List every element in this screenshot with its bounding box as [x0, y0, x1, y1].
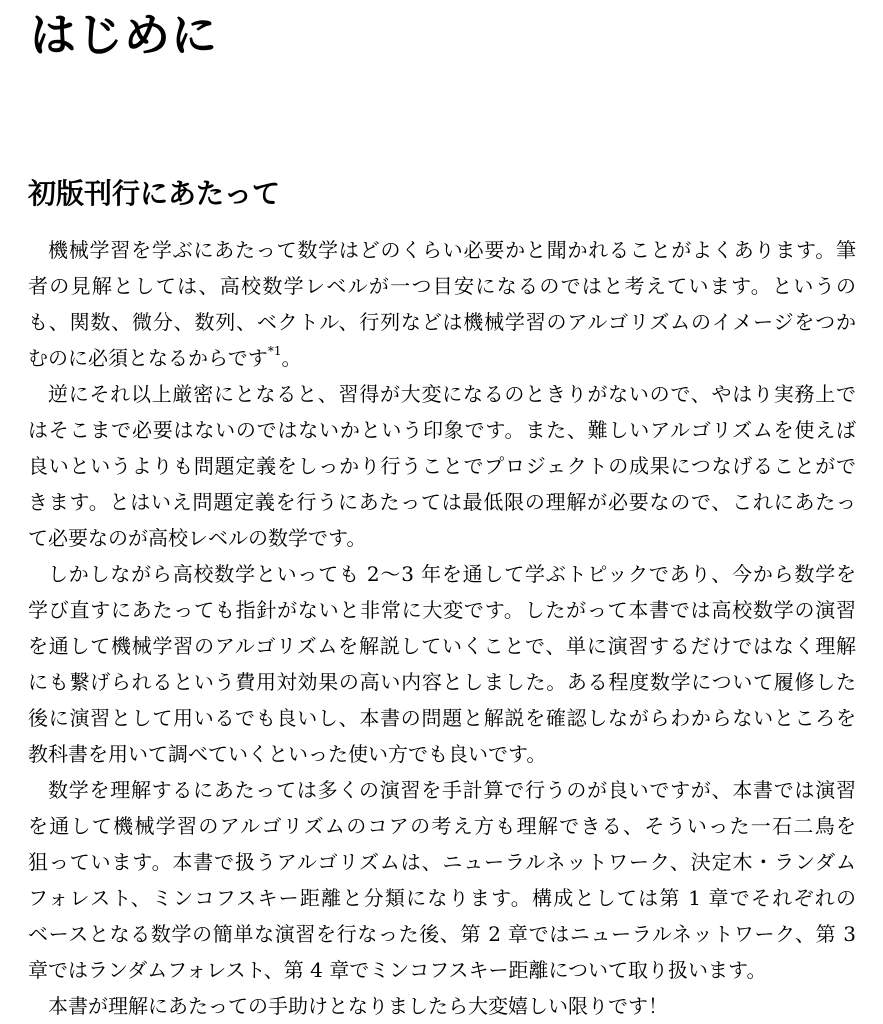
text-line: にも繋げられるという費用対効果の高い内容としました。ある程度数学について履修した — [28, 670, 856, 694]
text-line — [28, 340, 856, 376]
text-line: 逆にそれ以上厳密にとなると、習得が大変になるのときりがないので、やはり実務上で — [48, 382, 856, 406]
text-line: はそこまで必要はないのではないかという印象です。また、難しいアルゴリズムを使えば — [28, 418, 856, 442]
paragraph-1 — [28, 232, 856, 376]
paragraph-2 — [28, 376, 856, 556]
text-line: 機械学習を学ぶにあたって数学はどのくらい必要かと聞かれることがよくあります。筆 — [48, 238, 856, 262]
footnote-marker[interactable]: *1 — [267, 344, 282, 359]
paragraph-5 — [28, 988, 856, 1024]
chapter-title: はじめに — [30, 8, 218, 62]
text-line: ベースとなる数学の簡単な演習を行なった後、第 2 章ではニューラルネットワーク、第 3 — [28, 922, 856, 946]
text-line: も、関数、微分、数列、ベクトル、行列などは機械学習のアルゴリズムのイメージをつか — [28, 310, 856, 334]
body-text — [28, 232, 856, 1024]
sentence-ending: 。 — [281, 346, 302, 370]
text-line: フォレスト、ミンコフスキー距離と分類になります。構成としては第 1 章でそれぞれの — [28, 886, 856, 910]
text-line-content: むのに必須となるからです — [28, 346, 268, 370]
paragraph-4 — [28, 772, 856, 988]
text-line: 教科書を用いて調べていくといった使い方でも良いです。 — [28, 742, 547, 766]
text-line: きます。とはいえ問題定義を行うにあたっては最低限の理解が必要なので、これにあたっ — [28, 490, 856, 514]
section-title: 初版刊行にあたって — [28, 177, 281, 210]
text-line: 本書が理解にあたっての手助けとなりましたら大変嬉しい限りです！ — [48, 994, 668, 1018]
paragraph-3 — [28, 556, 856, 772]
text-line: 後に演習として用いるでも良いし、本書の問題と解説を確認しながらわからないところを — [28, 706, 856, 730]
text-line: 良いというよりも問題定義をしっかり行うことでプロジェクトの成果につなげることがで — [28, 454, 856, 478]
text-line: 者の見解としては、高校数学レベルが一つ目安になるのではと考えています。というの — [28, 274, 856, 298]
text-line: 数学を理解するにあたっては多くの演習を手計算で行うのが良いですが、本書では演習 — [48, 778, 856, 802]
text-line: て必要なのが高校レベルの数学です。 — [28, 526, 367, 550]
text-line: を通して機械学習のアルゴリズムを解説していくことで、単に演習するだけではなく理解 — [28, 634, 856, 658]
text-line: しかしながら高校数学といっても 2〜3 年を通して学ぶトピックであり、今から数学を — [48, 562, 856, 586]
text-line: を通して機械学習のアルゴリズムのコアの考え方も理解できる、そういった一石二鳥を — [28, 814, 856, 838]
text-line: 狙っています。本書で扱うアルゴリズムは、ニューラルネットワーク、決定木・ランダム — [28, 850, 856, 874]
text-line: 学び直すにあたっても指針がないと非常に大変です。したがって本書では高校数学の演習 — [28, 598, 856, 622]
text-line: 章ではランダムフォレスト、第 4 章でミンコフスキー距離について取り扱います。 — [28, 958, 767, 982]
